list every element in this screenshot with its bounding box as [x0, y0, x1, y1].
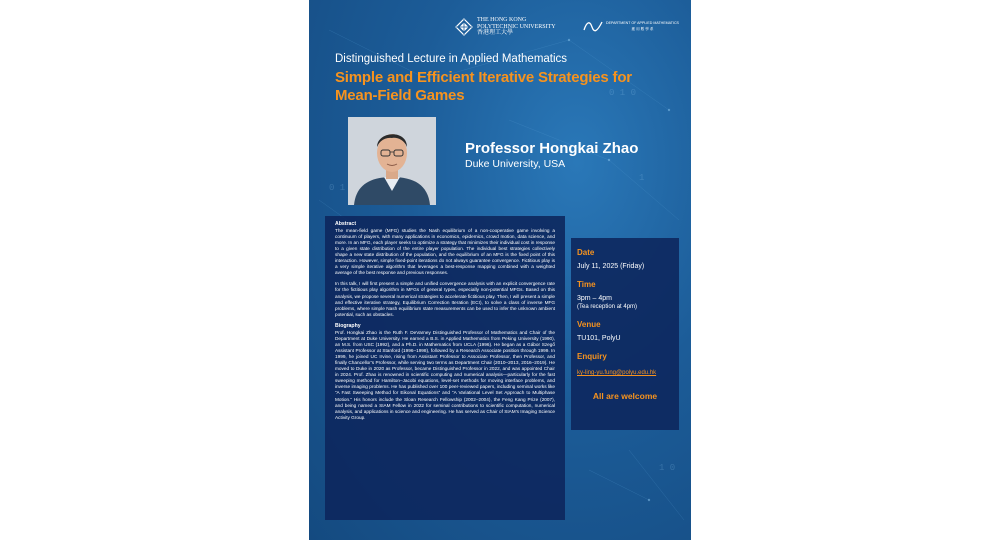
- lecture-poster: [309, 0, 691, 540]
- svg-text:1: 1: [639, 173, 645, 183]
- venue-block: [577, 320, 673, 343]
- lecture-title-line2: Mean-Field Games: [335, 87, 465, 104]
- svg-text:0 1: 0 1: [329, 183, 346, 193]
- venue-value: TU101, PolyU: [577, 335, 621, 342]
- polyu-name-line1: THE HONG KONG: [477, 17, 527, 23]
- department-logo: [583, 19, 679, 33]
- biography-text: Prof. Hongkai Zhao is the Ruth F. DeVarney Distinguished Professor of Mathematics and Chair of the Department at Duke University. He earned a B.S. in Applied Mathematics from Peking University (1990), an M.S. from USC (1992), and a Ph.D. in Mathematics from UCLA (1996). He began as a Gábor Szegő Assistant Professor at Stanford (1996–1998), followed by a Research Associate position through 1999. In 1999, he joined UC Irvine, rising from Assistant Professor to Associate Professor, then Professor, and finally Chancellor's Professor, while serving two terms as Department Chair (2010–2013, 2016–2019). He moved to Duke in 2020 as Professor, became Distinguished Professor in 2022, and was appointed Chair in 2024. Prof. Zhao is renowned in scientific computing and numerical analysis—particularly for the fast sweeping method for Hamilton–Jacobi equations, level-set methods for moving interface problems, and inverse imaging problems. He has published over 100 peer-reviewed papers, including seminal works like “A Fast Sweeping Method for Eikonal Equations” and “A Variational Level Set Approach to Multiphase Motion.” His honors include the Sloan Research Fellowship (2002–2004), the Feng Kang Prize (2007), and being named a SIAM Fellow in 2022 for seminal contributions to scientific computation, numerical analysis, and applications in science and engineering. He has served as Chair of SIAM's Imaging Science Activity Group.: [335, 329, 555, 420]
- speaker-affiliation: Duke University, USA: [465, 158, 566, 170]
- time-value: 3pm – 4pm: [577, 295, 613, 302]
- abstract-heading: Abstract: [335, 221, 357, 227]
- department-name: DEPARTMENT OF APPLIED MATHEMATICS: [606, 21, 679, 25]
- svg-text:1 0: 1 0: [659, 463, 676, 473]
- date-value: July 11, 2025 (Friday): [577, 263, 645, 270]
- time-label: Time: [577, 280, 596, 289]
- date-label: Date: [577, 248, 595, 257]
- speaker-photo: [348, 117, 436, 205]
- enquiry-block: [577, 352, 673, 379]
- abstract-paragraph-2: In this talk, I will first present a simple and unified convergence analysis with an explicit convergence rate for the fictitious play algorithm in MFGs of general types, especially non-potential MFGs. Based on this analysis, we propose several numerical strategies to accelerate fictitious play. Then, I will present a simple and effective iterative strategy, Equilibrium Correction Iteration (ECI), to solve a class of inverse MFG problems, where simple Nash equilibrium state measurements can be used to infer the unknown ambient potential, such as obstacles.: [335, 281, 555, 317]
- welcome-note: All are welcome: [592, 391, 658, 401]
- time-note: (Tea reception at 4pm): [577, 304, 638, 310]
- department-logo-text: [606, 20, 679, 32]
- time-block: [577, 280, 673, 311]
- speaker-portrait-image: [348, 117, 436, 205]
- event-details-panel: [571, 238, 679, 430]
- speaker-name: Professor Hongkai Zhao: [465, 140, 639, 157]
- department-name-chinese: 應 用 數 學 系: [631, 27, 654, 31]
- polyu-logo: [455, 17, 556, 37]
- polyu-name-chinese: 香港理工大學: [477, 30, 514, 36]
- enquiry-label: Enquiry: [577, 352, 607, 361]
- abstract-panel: [325, 216, 565, 520]
- date-block: [577, 248, 673, 271]
- polyu-emblem-icon: [455, 18, 473, 36]
- department-wave-icon: [583, 19, 603, 33]
- lecture-title: [335, 69, 665, 105]
- enquiry-email-link[interactable]: ky-ling-yu.fung@polyu.edu.hk: [577, 370, 657, 376]
- venue-label: Venue: [577, 320, 601, 329]
- polyu-name-line2: POLYTECHNIC UNIVERSITY: [477, 23, 556, 30]
- lecture-series: Distinguished Lecture in Applied Mathematics: [335, 53, 568, 65]
- polyu-logo-text: [477, 17, 556, 37]
- abstract-paragraph-1: The mean-field game (MFG) studies the Nash equilibrium of a non-cooperative game involving a continuum of players, with many applications in economics, epidemics, crowd motion, data science, and more. In an MFG, each player seeks to optimize a strategy that minimizes their individual cost in response to a given state distribution of the entire player population. The individual best strategies collectively shape a new state distribution of the population, and the equilibrium of an MFG is the fixed point of this interaction. However, simple fixed-point iterations do not always guarantee convergence. Fictitious play is a very simple iterative algorithm that leverages a best-response mapping combined with a weighted average of the best response and previous responses.: [335, 227, 555, 276]
- svg-text:0 1 0: 0 1 0: [609, 88, 637, 98]
- lecture-title-line1: Simple and Efficient Iterative Strategies for: [335, 69, 632, 86]
- biography-heading: Biography: [335, 322, 361, 329]
